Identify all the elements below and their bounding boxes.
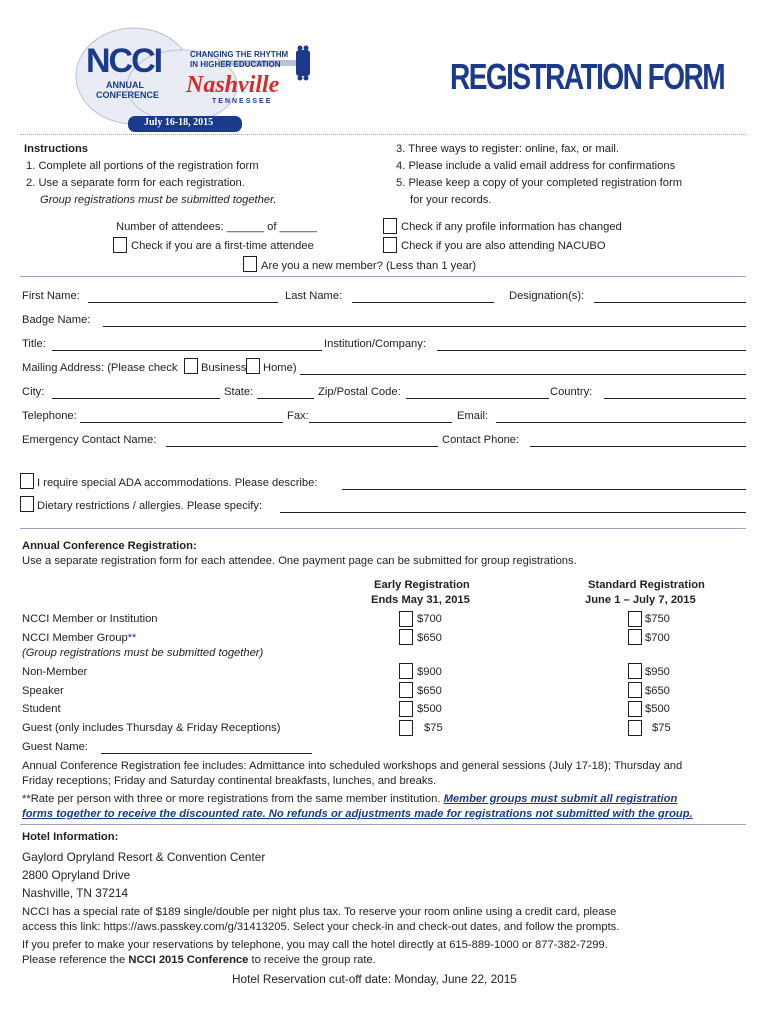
state-field[interactable]	[257, 398, 314, 399]
mailing-label: Mailing Address: (Please check	[22, 362, 178, 374]
registration-subtext: Use a separate registration form for each attendee. One payment page can be submitted for group registrations.	[22, 555, 577, 567]
registration-heading: Annual Conference Registration:	[22, 540, 197, 552]
rate-note	[22, 793, 677, 805]
ada-label: I require special ADA accommodations. Please describe:	[37, 477, 318, 489]
instruction-5-cont: for your records.	[410, 194, 492, 206]
group-label-mark: **	[127, 632, 137, 644]
ada-field[interactable]	[342, 489, 746, 490]
fee-note-1: Annual Conference Registration fee includes: Admittance into scheduled workshops and general sessions (July 17-18); Thursday and	[22, 760, 683, 772]
standard-student-checkbox[interactable]	[628, 701, 642, 717]
fax-field[interactable]	[309, 422, 452, 423]
hotel-citystate: Nashville, TN 37214	[22, 886, 129, 900]
diet-field[interactable]	[280, 512, 746, 513]
standard-speaker-price: $650	[645, 685, 670, 697]
rate-label-student: Student	[22, 703, 61, 715]
title-field[interactable]	[52, 350, 322, 351]
country-label: Country:	[550, 386, 593, 398]
institution-label: Institution/Company:	[324, 338, 426, 350]
city-field[interactable]	[52, 398, 220, 399]
designation-label: Designation(s):	[509, 290, 585, 302]
fax-label: Fax:	[287, 410, 309, 422]
business-label: Business	[201, 362, 247, 374]
hotel-street: 2800 Opryland Drive	[22, 868, 131, 882]
standard-heading-2: June 1 – July 7, 2015	[585, 594, 696, 606]
title-label: Title:	[22, 338, 46, 350]
instruction-5: 5. Please keep a copy of your completed registration form	[396, 177, 683, 189]
standard-guest-checkbox[interactable]	[628, 720, 642, 736]
guest-name-field[interactable]	[101, 753, 312, 754]
rate-note-link-2: forms together to receive the discounted rate. No refunds or adjustments made for registrations not submitted with the group.	[22, 808, 693, 820]
early-heading-2: Ends May 31, 2015	[371, 594, 470, 606]
page-title: REGISTRATION FORM	[450, 56, 725, 97]
early-nonmember-price: $900	[417, 666, 442, 678]
attendees-count[interactable]: Number of attendees: ______ of ______	[116, 221, 317, 233]
first-name-field[interactable]	[88, 302, 278, 303]
hotel-heading: Hotel Information:	[22, 831, 119, 843]
standard-group-price: $700	[645, 632, 670, 644]
standard-nonmember-price: $950	[645, 666, 670, 678]
first-name-label: First Name:	[22, 290, 80, 302]
badge-name-label: Badge Name:	[22, 314, 91, 326]
telephone-label: Telephone:	[22, 410, 77, 422]
new-member-checkbox[interactable]	[243, 256, 257, 272]
standard-student-price: $500	[645, 703, 670, 715]
rate-group-note: (Group registrations must be submitted together)	[22, 647, 264, 659]
conference-logo	[72, 20, 312, 132]
first-time-checkbox[interactable]	[113, 237, 127, 253]
hotel-rate-2: access this link: https://aws.passkey.com/g/31413205. Select your check-in and check-out dates, and follow the prompts.	[22, 921, 620, 933]
mailing-address-field[interactable]	[300, 374, 746, 375]
standard-member-checkbox[interactable]	[628, 611, 642, 627]
early-member-checkbox[interactable]	[399, 611, 413, 627]
diet-checkbox[interactable]	[20, 496, 34, 512]
logo-conference: CONFERENCE	[96, 90, 160, 100]
divider-fields	[20, 276, 746, 277]
guest-name-label: Guest Name:	[22, 741, 88, 753]
hotel-name: Gaylord Opryland Resort & Convention Center	[22, 850, 266, 864]
early-member-price: $700	[417, 613, 442, 625]
badge-name-field[interactable]	[103, 326, 746, 327]
telephone-field[interactable]	[80, 422, 283, 423]
rate-label-group	[22, 632, 136, 644]
divider-hotel	[20, 824, 746, 825]
home-label: Home)	[263, 362, 297, 374]
zip-label: Zip/Postal Code:	[318, 386, 401, 398]
email-label: Email:	[457, 410, 489, 422]
early-heading-1: Early Registration	[374, 579, 470, 591]
hotel-rate-1: NCCI has a special rate of $189 single/double per night plus tax. To reserve your room online using a credit card, please	[22, 906, 617, 918]
logo-ncci: NCCI	[86, 42, 162, 80]
email-field[interactable]	[496, 422, 746, 423]
early-guest-checkbox[interactable]	[399, 720, 413, 736]
contact-phone-field[interactable]	[530, 446, 746, 447]
instruction-1: 1. Complete all portions of the registration form	[26, 160, 259, 172]
early-speaker-price: $650	[417, 685, 442, 697]
group-label-text: NCCI Member Group	[22, 632, 128, 644]
early-student-checkbox[interactable]	[399, 701, 413, 717]
early-speaker-checkbox[interactable]	[399, 682, 413, 698]
hotel-phone-1: If you prefer to make your reservations by telephone, you may call the hotel directly at 615-889-1000 or 877-382-7299.	[22, 939, 608, 951]
logo-city: Nashville	[186, 72, 280, 98]
zip-field[interactable]	[406, 398, 549, 399]
standard-group-checkbox[interactable]	[628, 629, 642, 645]
diet-label: Dietary restrictions / allergies. Please specify:	[37, 500, 263, 512]
hotel-phone-2	[22, 954, 376, 966]
early-student-price: $500	[417, 703, 442, 715]
hotel-phone-2a: Please reference the	[22, 954, 129, 966]
city-label: City:	[22, 386, 45, 398]
early-nonmember-checkbox[interactable]	[399, 663, 413, 679]
rate-label-nonmember: Non-Member	[22, 666, 88, 678]
emergency-label: Emergency Contact Name:	[22, 434, 157, 446]
ada-checkbox[interactable]	[20, 473, 34, 489]
hotel-cutoff: Hotel Reservation cut-off date: Monday, June 22, 2015	[232, 972, 517, 986]
nacubo-checkbox[interactable]	[383, 237, 397, 253]
logo-state: TENNESSEE	[212, 98, 273, 105]
rate-note-text: **Rate per person with three or more registrations from the same member institution.	[22, 793, 441, 805]
early-guest-price: $75	[424, 722, 443, 734]
profile-changed-label: Check if any profile information has changed	[401, 221, 622, 233]
emergency-field[interactable]	[166, 446, 438, 447]
first-time-label: Check if you are a first-time attendee	[131, 240, 314, 252]
contact-phone-label: Contact Phone:	[442, 434, 520, 446]
state-label: State:	[224, 386, 254, 398]
logo-dates: July 16-18, 2015	[144, 117, 214, 128]
profile-changed-checkbox[interactable]	[383, 218, 397, 234]
home-checkbox[interactable]	[246, 358, 260, 374]
business-checkbox[interactable]	[184, 358, 198, 374]
instruction-group-note: Group registrations must be submitted together.	[40, 194, 277, 206]
logo-tag1: CHANGING THE RHYTHM	[190, 50, 289, 59]
instructions-heading: Instructions	[24, 143, 89, 155]
instruction-4: 4. Please include a valid email address for confirmations	[396, 160, 676, 172]
nacubo-label: Check if you are also attending NACUBO	[401, 240, 606, 252]
early-group-checkbox[interactable]	[399, 629, 413, 645]
divider-top	[20, 134, 746, 135]
institution-field[interactable]	[437, 350, 746, 351]
rate-label-guest: Guest (only includes Thursday & Friday Receptions)	[22, 722, 281, 734]
rate-note-link-1: Member groups must submit all registration	[443, 793, 678, 805]
hotel-phone-2b: NCCI 2015 Conference	[128, 954, 249, 966]
standard-nonmember-checkbox[interactable]	[628, 663, 642, 679]
last-name-label: Last Name:	[285, 290, 343, 302]
early-group-price: $650	[417, 632, 442, 644]
rate-label-member: NCCI Member or Institution	[22, 613, 158, 625]
last-name-field[interactable]	[352, 302, 494, 303]
fee-note-2: Friday receptions; Friday and Saturday continental breakfasts, lunches, and breaks.	[22, 775, 437, 787]
divider-registration	[20, 528, 746, 529]
standard-member-price: $750	[645, 613, 670, 625]
instruction-3: 3. Three ways to register: online, fax, or mail.	[396, 143, 620, 155]
logo-annual: ANNUAL	[106, 80, 144, 90]
standard-guest-price: $75	[652, 722, 671, 734]
designation-field[interactable]	[594, 302, 746, 303]
new-member-label: Are you a new member? (Less than 1 year)	[261, 260, 477, 272]
standard-heading-1: Standard Registration	[588, 579, 705, 591]
logo-tag2: IN HIGHER EDUCATION	[190, 60, 281, 69]
hotel-phone-2c: to receive the group rate.	[248, 954, 376, 966]
instruction-2: 2. Use a separate form for each registration.	[26, 177, 245, 189]
country-field[interactable]	[604, 398, 746, 399]
standard-speaker-checkbox[interactable]	[628, 682, 642, 698]
rate-label-speaker: Speaker	[22, 685, 64, 697]
